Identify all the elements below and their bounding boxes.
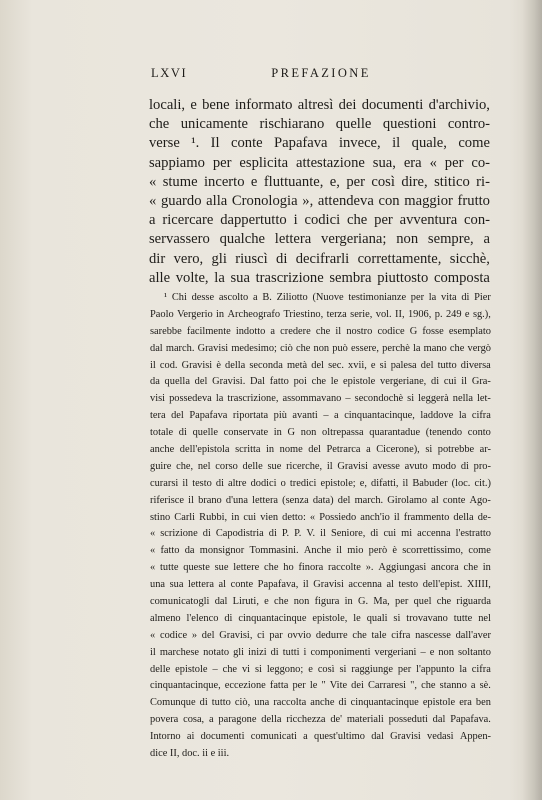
footnote-line: il marchese notato gli inizi di tutti i componimenti vergeriani – e non soltanto — [150, 646, 491, 658]
footnote-line: « fatto da monsignor Tommasini. Anche il mio però è scorrettissimo, come — [150, 545, 491, 557]
footnote-line: tera del Papafava riportata più avanti – a cinquantacinque, laddove la cifra — [150, 410, 491, 422]
footnote-line: dice II, doc. ii e iii. — [150, 748, 230, 760]
footnote-line: cinquantacinque, eccezione fatta per le " Vite dei Carraresi ", che stanno a sè. — [150, 680, 491, 692]
text-line: alle volte, la sua trascrizione sembra piuttosto composta — [149, 269, 490, 286]
running-header — [151, 66, 491, 82]
footnote-line: guire che, nel corso delle sue ricerche, il Gravisi avesse avuto modo di pro- — [150, 460, 491, 472]
footnote-line: « codice » del Gravisi, ci par ovvio dedurre che tale cifra nascesse dall'aver — [150, 629, 491, 641]
footnote-line: una sua lettera al conte Papafava, il Gravisi accenna al testo dell'epist. XIIII, — [150, 579, 491, 591]
main-text — [149, 96, 490, 288]
footnote-line: « tutte queste sue lettere che ho finora raccolte ». Aggiungasi ancora che in — [150, 562, 491, 574]
footnote-line: ¹ Chi desse ascolto a B. Ziliotto (Nuove testimonianze per la vita di Pier — [164, 292, 491, 303]
footnote-line: il cod. Gravisi è della seconda metà del sec. xvii, e si palesa del tutto diversa — [150, 359, 491, 371]
footnote-line: riferisce il brano d'una lettera (senza data) del march. Girolamo al conte Ago- — [150, 494, 491, 506]
footnote-line: visi possedeva la trascrizione, assommavano – secondochè si leggerà nella let- — [150, 393, 491, 405]
page-edge-shadow — [522, 0, 542, 800]
footnote-line: « scrizione di Capodistria di P. P. V. il Seniore, di cui mi accenna l'estratto — [150, 528, 491, 540]
text-line: verse ¹. Il conte Papafava invece, il quale, come — [149, 135, 490, 152]
text-line: dir vero, gli riuscì di decifrarli correttamente, sicchè, — [149, 250, 490, 267]
text-line: che unicamente rischiarano quelle questioni contro- — [149, 116, 490, 133]
footnote — [150, 290, 491, 763]
footnote-line: delle epistole – che vi si leggono; e così si raggiunge per l'appunto la cifra — [150, 663, 491, 675]
footnote-line: da quella del Gravisi. Dal fatto poi che le epistole vergeriane, di cui il Gra- — [150, 376, 491, 388]
running-title: PREFAZIONE — [271, 66, 371, 80]
text-line: servassero qualche lettera vergeriana; non sempre, a — [149, 231, 490, 248]
footnote-line: almeno l'elenco di cinquantacinque epistole, le quali si trovavano tutte nel — [150, 612, 491, 624]
text-line: sappiamo per esplicita attestazione sua, era « per co- — [149, 154, 490, 171]
text-line: « guardo alla Cronologia », attendeva con maggior frutto — [149, 192, 490, 209]
text-line: a ricercare dappertutto i codici che per avventura con- — [149, 212, 490, 229]
text-line: locali, e bene informato altresì dei documenti d'archivio, — [149, 97, 490, 113]
footnote-line: povera cosa, a paragone della ricchezza de' materiali posseduti dal Papafava. — [150, 714, 491, 726]
footnote-line: Comunque di tutto ciò, una raccolta anche di cinquantacinque epistole era ben — [150, 697, 491, 709]
footnote-line: stino Carli Rubbi, in cui vien detto: « Possiedo anch'io il frammento della de- — [150, 511, 491, 523]
footnote-line: anche dell'epistola scritta in nome del Petrarca a Cicerone), si potrebbe ar- — [150, 444, 491, 456]
footnote-line: curarsi il testo di altre dodici o tredici epistole; e, difatti, il Babuder (loc. cit.) — [150, 477, 491, 489]
page-number: LXVI — [151, 66, 188, 80]
footnote-line: dal march. Gravisi medesimo; ciò che non può essere, perchè la mano che vergò — [150, 342, 491, 354]
footnote-line: sarebbe facilmente indotto a credere che il nostro codice G fosse esemplato — [150, 325, 491, 337]
footnote-line: totale di quelle conservate in G non oltrepassa quarantadue (tenendo conto — [150, 427, 491, 439]
footnote-line: comunicatogli dal Liruti, e che non figura in G. Ma, per quel che riguarda — [150, 596, 491, 608]
text-line: « stume incerto e fluttuante, e, per così dire, stitico ri- — [149, 173, 490, 190]
footnote-line: Intorno ai documenti comunicati a quest'ultimo dal Gravisi vedasi Appen- — [150, 731, 491, 743]
footnote-line: Paolo Vergerio in Archeografo Triestino, terza serie, vol. II, 1906, p. 249 e sg.), — [150, 308, 491, 320]
